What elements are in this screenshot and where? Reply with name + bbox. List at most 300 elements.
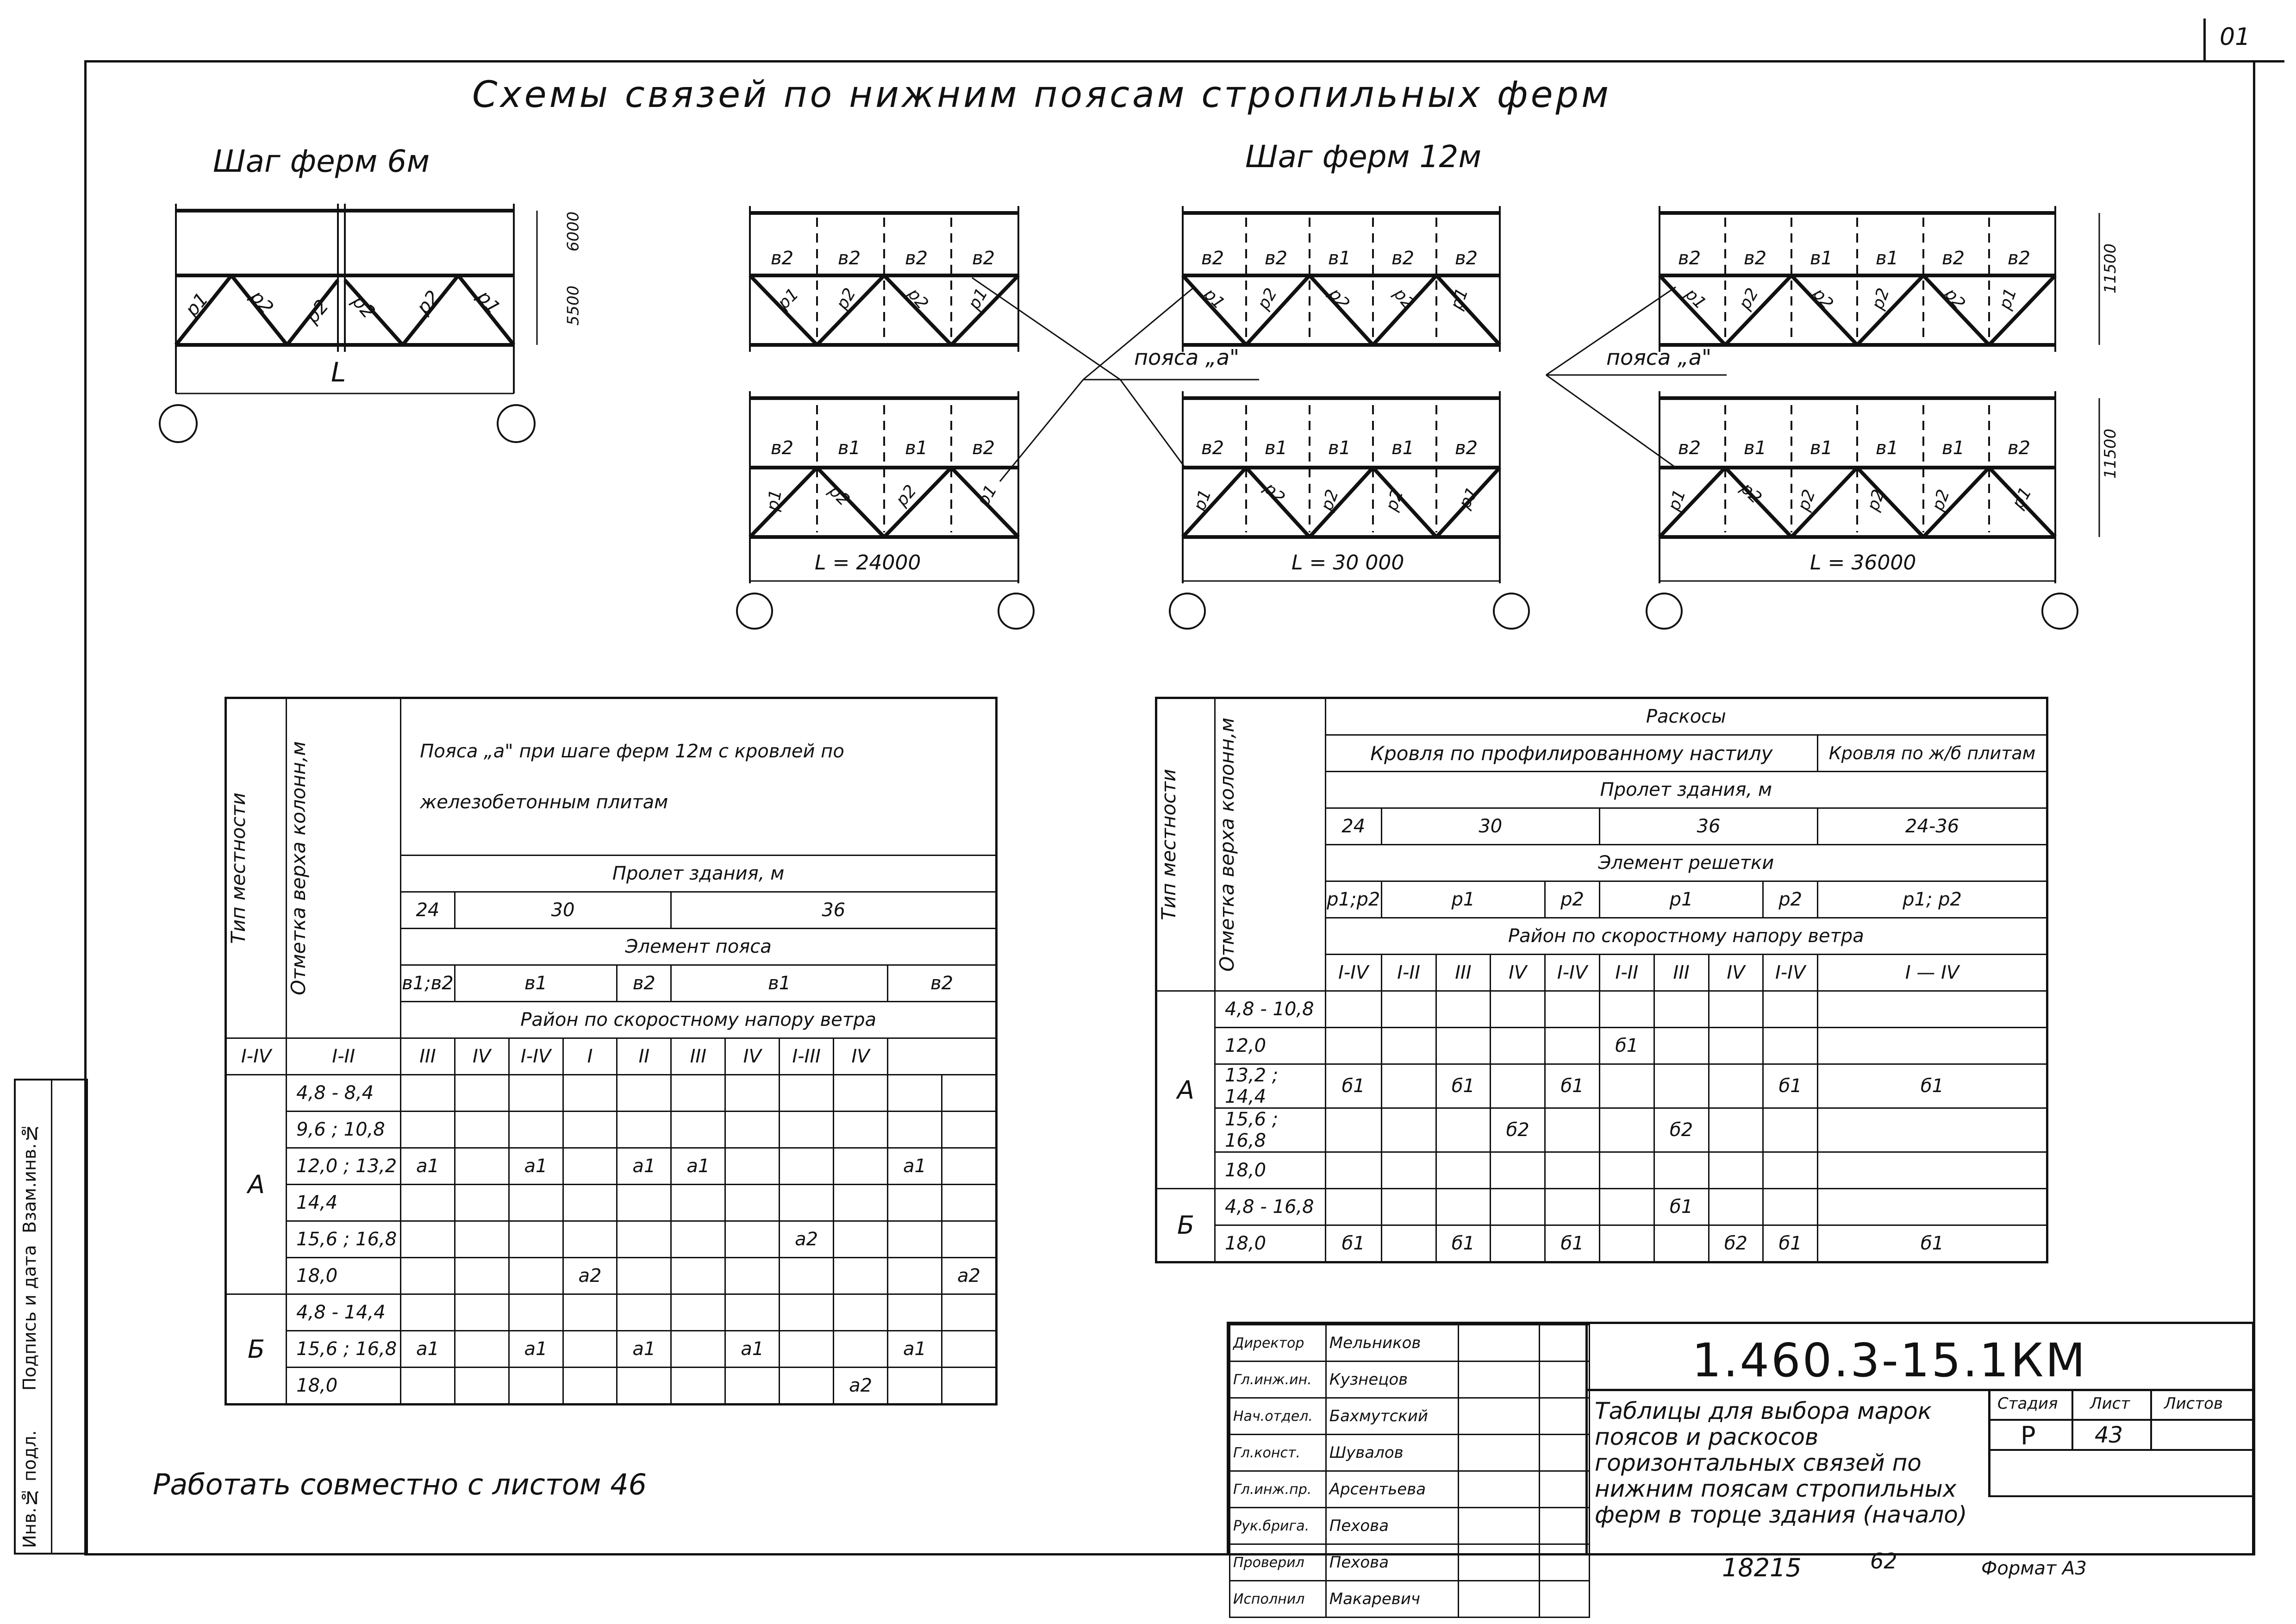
page-number: 01 <box>2220 23 2251 51</box>
lt-mark: 14,4 <box>287 1185 401 1221</box>
stamp-sheet-header: Лист <box>2090 1394 2130 1413</box>
table-row <box>226 1148 997 1185</box>
lt-cell <box>942 1112 996 1148</box>
stamp-date <box>1539 1471 1589 1508</box>
rt-cell <box>1491 1028 1545 1064</box>
rt-cell <box>1381 1152 1436 1189</box>
lt-cell: а1 <box>888 1331 942 1368</box>
lt-cell: а2 <box>942 1258 996 1294</box>
rt-cell <box>1545 1152 1600 1189</box>
rt-cell <box>1709 1108 1763 1152</box>
lt-cell <box>401 1294 455 1331</box>
stamp-sheets-header: Листов <box>2164 1394 2223 1413</box>
stamp-row <box>1230 1362 1590 1398</box>
rt-cell <box>1654 1064 1709 1108</box>
lt-cell <box>942 1185 996 1221</box>
lt-cell <box>942 1075 996 1112</box>
s30b-d4: p1 <box>1455 484 1483 512</box>
lt-cell <box>780 1075 834 1112</box>
span-30: L = 30 000 <box>1292 551 1404 575</box>
lt-cell <box>401 1221 455 1258</box>
stamp-extra: 62 <box>1870 1549 1897 1574</box>
rt-cell <box>1381 1108 1436 1152</box>
s36t-c5: в2 <box>2008 248 2031 269</box>
rt-cell <box>1654 1028 1709 1064</box>
rt-type: А <box>1156 991 1215 1189</box>
table-row <box>1156 1189 2047 1225</box>
lt-cell <box>401 1185 455 1221</box>
scheme-6m <box>160 204 537 442</box>
s30b-c1: в1 <box>1265 437 1288 459</box>
lt-cell <box>509 1075 563 1112</box>
lt-cell <box>617 1185 671 1221</box>
s30t-c2: в1 <box>1328 248 1351 269</box>
rt-region-1: I-II <box>1381 955 1436 991</box>
lt-cell <box>725 1148 780 1185</box>
rt-cell <box>1491 1225 1545 1262</box>
rt-cell <box>1381 1064 1436 1108</box>
table-row <box>226 1368 997 1405</box>
lt-cell <box>563 1331 617 1368</box>
dim-6000: 6000 <box>564 211 583 252</box>
section-12m-title: Шаг ферм 12м <box>1245 139 1482 175</box>
rt-el-2: p2 <box>1545 881 1600 918</box>
rt-cell <box>1709 1064 1763 1108</box>
stamp-role: Гл.инж.пр. <box>1230 1471 1326 1508</box>
rt-cell: б1 <box>1763 1225 1818 1262</box>
stamp-inv: 18215 <box>1722 1553 1802 1582</box>
rt-cell <box>1818 1108 2047 1152</box>
lt-cell: а1 <box>617 1331 671 1368</box>
rt-cell <box>1599 1064 1654 1108</box>
scheme-24-top <box>750 206 1018 352</box>
stamp-role: Нач.отдел. <box>1230 1398 1326 1435</box>
rt-cell <box>1818 1028 2047 1064</box>
lt-mark: 12,0 ; 13,2 <box>287 1148 401 1185</box>
lt-cell <box>725 1221 780 1258</box>
lt-cell <box>455 1112 509 1148</box>
rt-col-type: Тип местности <box>1157 769 1180 920</box>
lt-cell <box>888 1368 942 1405</box>
stamp-row <box>1230 1508 1590 1544</box>
s36b-d4: p2 <box>1928 487 1953 514</box>
lt-mark: 15,6 ; 16,8 <box>287 1221 401 1258</box>
lt-cell <box>617 1075 671 1112</box>
lt-cell <box>617 1112 671 1148</box>
rt-el-5: p1; p2 <box>1818 881 2047 918</box>
lt-regions-row <box>226 1038 997 1075</box>
s36t-d2: p2 <box>1809 284 1837 313</box>
rt-region-3: IV <box>1491 955 1545 991</box>
rt-title: Раскосы <box>1325 698 2047 735</box>
dim-11500-top: 11500 <box>2101 243 2120 294</box>
s36t-d0: p1 <box>1681 284 1710 313</box>
lt-cell <box>617 1221 671 1258</box>
lt-cell <box>401 1258 455 1294</box>
s24b-d0: p1 <box>763 488 786 512</box>
rt-cell <box>1709 1028 1763 1064</box>
rt-cell: б1 <box>1325 1225 1381 1262</box>
label-6m-2: p2 <box>301 295 333 328</box>
lt-cell <box>780 1112 834 1148</box>
stamp-row <box>1230 1325 1590 1362</box>
stamp-row <box>1230 1398 1590 1435</box>
rt-el-0: p1;p2 <box>1325 881 1381 918</box>
lt-cell <box>671 1112 725 1148</box>
rt-cell: б2 <box>1709 1225 1763 1262</box>
lt-cell: а1 <box>509 1331 563 1368</box>
section-6m-title: Шаг ферм 6м <box>213 144 430 179</box>
table-row <box>226 1075 997 1112</box>
lt-cell <box>888 1258 942 1294</box>
s36t-c2: в1 <box>1810 248 1833 269</box>
rt-cell <box>1709 1152 1763 1189</box>
lt-cell <box>942 1148 996 1185</box>
rt-mark: 13,2 ; 14,4 <box>1215 1064 1326 1108</box>
s24b-c3: в2 <box>972 437 995 459</box>
stamp-stage: Р <box>2021 1421 2036 1450</box>
s36b-d2: p2 <box>1794 487 1819 514</box>
s24b-c0: в2 <box>771 437 794 459</box>
rt-cell <box>1818 1152 2047 1189</box>
rt-cell <box>1763 991 1818 1028</box>
s30t-d3: p2 <box>1390 284 1418 313</box>
table-row <box>1156 1064 2047 1108</box>
rt-cell <box>1709 991 1763 1028</box>
stamp-signatures <box>1229 1324 1590 1618</box>
lt-mark: 9,6 ; 10,8 <box>287 1112 401 1148</box>
table-row <box>1156 1108 2047 1152</box>
rt-cell <box>1599 1225 1654 1262</box>
lt-cell: а2 <box>834 1368 888 1405</box>
lt-cell <box>455 1294 509 1331</box>
scheme-30-bottom <box>1170 391 1529 629</box>
rt-cell <box>1436 1028 1491 1064</box>
rt-cell <box>1491 1152 1545 1189</box>
side-stamp-replace: Взам.инв.№ <box>19 1123 40 1233</box>
s36b-d0: p1 <box>1664 487 1690 514</box>
lt-cell <box>563 1148 617 1185</box>
rt-cell <box>1325 1028 1381 1064</box>
table-row <box>1156 1152 2047 1189</box>
lt-cell <box>401 1112 455 1148</box>
lt-cell: а1 <box>671 1148 725 1185</box>
rt-cell <box>1818 991 2047 1028</box>
lt-region-0: I-IV <box>226 1038 287 1075</box>
lt-el-3: в1 <box>671 965 888 1002</box>
rt-el-3: p1 <box>1599 881 1763 918</box>
lt-cell: а1 <box>401 1148 455 1185</box>
s30t-c1: в2 <box>1265 248 1288 269</box>
stamp-signature <box>1458 1325 1539 1362</box>
lt-cell <box>942 1294 996 1331</box>
stamp-date <box>1539 1435 1589 1471</box>
rt-cell: б1 <box>1545 1064 1600 1108</box>
lt-cell <box>834 1221 888 1258</box>
lt-region-3: IV <box>455 1038 509 1075</box>
rt-cell <box>1545 991 1600 1028</box>
lt-type: А <box>226 1075 287 1294</box>
lt-cell <box>942 1221 996 1258</box>
stamp-role: Гл.инж.ин. <box>1230 1362 1326 1398</box>
rt-cell: б1 <box>1654 1189 1709 1225</box>
stamp-signature <box>1458 1508 1539 1544</box>
lt-cell <box>509 1294 563 1331</box>
rt-cell: б1 <box>1763 1064 1818 1108</box>
stamp-name: Макаревич <box>1326 1581 1458 1618</box>
rt-cell <box>1763 1152 1818 1189</box>
rt-region-header: Район по скоростному напору ветра <box>1325 918 2047 955</box>
lt-cell <box>725 1368 780 1405</box>
lt-cell <box>671 1294 725 1331</box>
lt-region-10: IV <box>834 1038 888 1075</box>
note: Работать совместно с листом 46 <box>153 1468 647 1501</box>
stamp-role: Проверил <box>1230 1544 1326 1581</box>
lt-region-2: III <box>401 1038 455 1075</box>
lt-cell <box>834 1331 888 1368</box>
scheme-30-top <box>1183 206 1500 352</box>
lt-cell <box>725 1112 780 1148</box>
stamp-sheet: 43 <box>2095 1422 2123 1448</box>
lt-cell: а1 <box>509 1148 563 1185</box>
rt-el-1: p1 <box>1381 881 1545 918</box>
lt-cell <box>725 1185 780 1221</box>
side-stamp <box>14 1079 88 1555</box>
lt-cell <box>509 1112 563 1148</box>
table-row <box>226 1258 997 1294</box>
lt-element-header: Элемент пояса <box>401 929 997 965</box>
rt-cell <box>1381 991 1436 1028</box>
lt-cell <box>671 1221 725 1258</box>
stamp-name: Пехова <box>1326 1508 1458 1544</box>
lt-mark: 18,0 <box>287 1368 401 1405</box>
lt-cell <box>780 1368 834 1405</box>
rt-mark: 12,0 <box>1215 1028 1326 1064</box>
rt-region-4: I-IV <box>1545 955 1600 991</box>
table-row <box>226 1331 997 1368</box>
lt-title: Пояса „а" при шаге ферм 12м с кровлей по железобетонным плитам <box>401 698 997 856</box>
s24t-d0: p1 <box>774 284 803 313</box>
stamp-signature <box>1458 1581 1539 1618</box>
lt-region-8: IV <box>725 1038 780 1075</box>
lt-el-2: в2 <box>617 965 671 1002</box>
s36b-c3: в1 <box>1876 437 1899 459</box>
rt-mark: 18,0 <box>1215 1225 1326 1262</box>
lt-cell <box>888 1221 942 1258</box>
lt-cell <box>563 1112 617 1148</box>
side-stamp-inv: Инв.№ подл. <box>19 1430 40 1548</box>
rt-region-2: III <box>1436 955 1491 991</box>
lt-region-1: I-II <box>287 1038 401 1075</box>
s24b-d1: p2 <box>825 481 854 510</box>
rt-cell: б1 <box>1325 1064 1381 1108</box>
stamp-name: Мельников <box>1326 1325 1458 1362</box>
stamp-date <box>1539 1362 1589 1398</box>
stamp-signature <box>1458 1435 1539 1471</box>
s30t-c3: в2 <box>1391 248 1415 269</box>
rt-cell <box>1654 991 1709 1028</box>
stamp-name: Шувалов <box>1326 1435 1458 1471</box>
s30b-c3: в1 <box>1391 437 1415 459</box>
s36t-d4: p2 <box>1940 284 1969 313</box>
span-24: L = 24000 <box>815 551 921 575</box>
stamp-role: Исполнил <box>1230 1581 1326 1618</box>
lt-cell <box>671 1185 725 1221</box>
rt-region-0: I-IV <box>1325 955 1381 991</box>
lt-cell <box>888 1112 942 1148</box>
lt-cell <box>455 1221 509 1258</box>
side-stamp-sign: Подпись и дата <box>19 1245 40 1391</box>
stamp-signature <box>1458 1362 1539 1398</box>
s24t-d3: p1 <box>964 285 992 313</box>
stamp-row <box>1230 1544 1590 1581</box>
lt-cell <box>780 1148 834 1185</box>
s24t-c2: в2 <box>905 248 928 269</box>
stamp-date <box>1539 1581 1589 1618</box>
lt-cell <box>834 1075 888 1112</box>
rt-cell <box>1545 1189 1600 1225</box>
lt-cell <box>563 1221 617 1258</box>
s36t-c1: в2 <box>1744 248 1767 269</box>
rt-roof-slabs: Кровля по ж/б плитам <box>1818 735 2047 772</box>
s24b-d3: p1 <box>973 481 1001 510</box>
lt-mark: 18,0 <box>287 1258 401 1294</box>
stamp-name: Кузнецов <box>1326 1362 1458 1398</box>
lt-cell <box>455 1331 509 1368</box>
rt-cell: б1 <box>1545 1225 1600 1262</box>
doc-code: 1.460.3-15.1КМ <box>1692 1333 2087 1387</box>
lt-cell <box>617 1294 671 1331</box>
lt-region-header: Район по скоростному напору ветра <box>401 1002 997 1038</box>
rt-cell: б1 <box>1436 1225 1491 1262</box>
stamp-role: Гл.конст. <box>1230 1435 1326 1471</box>
lt-mark: 4,8 - 14,4 <box>287 1294 401 1331</box>
lt-region-9: I-III <box>780 1038 834 1075</box>
stamp-role: Директор <box>1230 1325 1326 1362</box>
lt-cell <box>617 1258 671 1294</box>
s30t-d2: p2 <box>1325 284 1354 313</box>
stamp-row <box>1230 1435 1590 1471</box>
rt-cell: б2 <box>1491 1108 1545 1152</box>
lt-el-4: в2 <box>888 965 997 1002</box>
lt-cell <box>725 1258 780 1294</box>
stamp-stage-header: Стадия <box>1997 1394 2058 1413</box>
lt-cell <box>780 1331 834 1368</box>
stamp-signature <box>1458 1471 1539 1508</box>
lt-cell <box>563 1185 617 1221</box>
s24b-c2: в1 <box>905 437 928 459</box>
chord-label-left: пояса „а" <box>1134 345 1240 370</box>
lt-span-36: 36 <box>671 892 997 929</box>
bracing-schemes <box>0 0 2296 657</box>
lt-cell <box>455 1258 509 1294</box>
lt-cell <box>780 1294 834 1331</box>
s30b-d2: p2 <box>1317 487 1342 514</box>
rt-cell <box>1325 1152 1381 1189</box>
lt-cell: а2 <box>563 1258 617 1294</box>
rt-cell <box>1545 1108 1600 1152</box>
rt-cell <box>1491 991 1545 1028</box>
rt-cell: б1 <box>1818 1225 2047 1262</box>
stamp-date <box>1539 1544 1589 1581</box>
lt-cell <box>834 1185 888 1221</box>
rt-col-mark: Отметка верха колонн,м <box>1216 718 1239 972</box>
lt-cell <box>671 1331 725 1368</box>
stamp-role: Рук.брига. <box>1230 1508 1326 1544</box>
lt-cell <box>455 1185 509 1221</box>
lt-mark: 15,6 ; 16,8 <box>287 1331 401 1368</box>
rt-cell: б2 <box>1654 1108 1709 1152</box>
lt-cell <box>509 1258 563 1294</box>
lt-cell <box>563 1294 617 1331</box>
lt-cell <box>834 1112 888 1148</box>
rt-cell <box>1325 1108 1381 1152</box>
rt-cell: б1 <box>1599 1028 1654 1064</box>
lt-cell <box>455 1368 509 1405</box>
rt-span-24-36: 24-36 <box>1818 808 2047 845</box>
table-row <box>1156 1225 2047 1262</box>
rt-cell <box>1381 1225 1436 1262</box>
dim-11500-bottom: 11500 <box>2101 428 2120 479</box>
s24t-c0: в2 <box>771 248 794 269</box>
lt-region-7: III <box>671 1038 725 1075</box>
rt-cell: б1 <box>1436 1064 1491 1108</box>
stamp-name: Пехова <box>1326 1544 1458 1581</box>
s30t-c4: в2 <box>1455 248 1478 269</box>
rt-body <box>1156 991 2047 1262</box>
span-label-6m: L <box>331 356 346 388</box>
lt-cell <box>509 1221 563 1258</box>
lt-cell <box>455 1075 509 1112</box>
s24t-c3: в2 <box>972 248 995 269</box>
s30b-c0: в2 <box>1201 437 1224 459</box>
lt-cell <box>401 1075 455 1112</box>
rt-cell <box>1599 1152 1654 1189</box>
label-6m-5: p1 <box>473 286 505 319</box>
lt-cell <box>834 1258 888 1294</box>
lt-cell <box>888 1294 942 1331</box>
s36t-d1: p2 <box>1735 285 1763 313</box>
rt-cell <box>1325 991 1381 1028</box>
s36t-c0: в2 <box>1678 248 1701 269</box>
rt-cell <box>1763 1028 1818 1064</box>
s24t-d2: p2 <box>904 284 932 313</box>
s24b-c1: в1 <box>838 437 861 459</box>
rt-cell <box>1491 1189 1545 1225</box>
right-table <box>1155 697 2048 1263</box>
rt-region-9: I — IV <box>1818 955 2047 991</box>
lt-cell <box>671 1368 725 1405</box>
lt-cell <box>509 1185 563 1221</box>
lt-cell <box>888 1075 942 1112</box>
rt-el-4: p2 <box>1763 881 1818 918</box>
rt-span-30: 30 <box>1381 808 1599 845</box>
lt-span-30: 30 <box>455 892 671 929</box>
lt-span-24: 24 <box>401 892 455 929</box>
rt-element-header: Элемент решетки <box>1325 845 2047 881</box>
stamp-signature <box>1458 1544 1539 1581</box>
s30t-d4: p1 <box>1447 285 1472 312</box>
rt-cell <box>1763 1189 1818 1225</box>
lt-cell: а2 <box>780 1221 834 1258</box>
s36b-d1: p2 <box>1737 479 1766 508</box>
lt-cell: а1 <box>888 1148 942 1185</box>
table-row <box>226 1294 997 1331</box>
s36t-d3: p2 <box>1868 285 1893 312</box>
table-row <box>1156 1028 2047 1064</box>
lt-cell <box>563 1075 617 1112</box>
lt-cell <box>780 1185 834 1221</box>
